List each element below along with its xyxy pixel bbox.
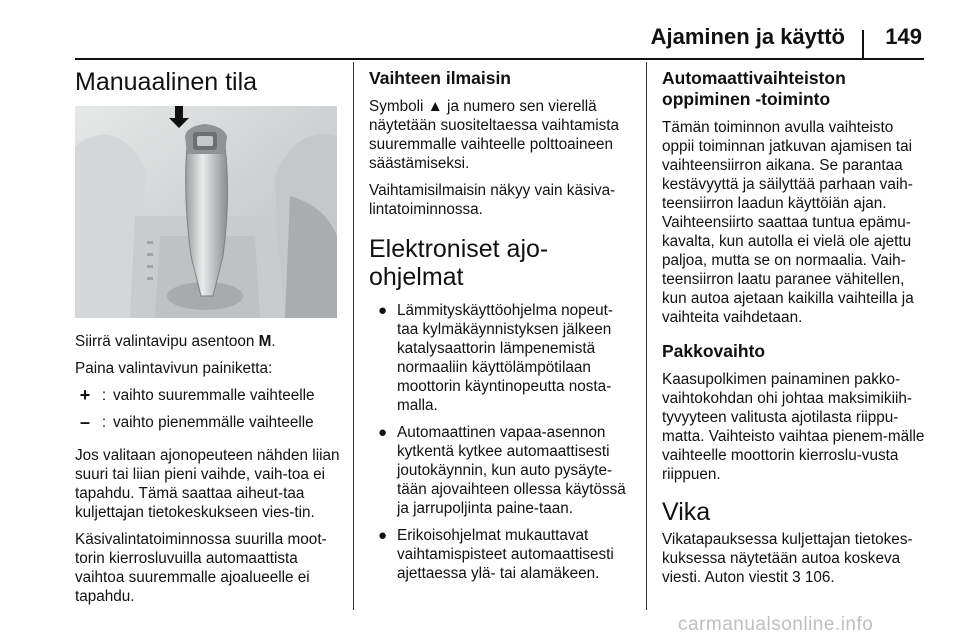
symbol-colon: : bbox=[101, 387, 107, 404]
list-item-text: Erikoisohjelmat mukauttavat vaihtamispisteet automaattisesti ajettaessa ylä- tai alamäkeen. bbox=[397, 527, 614, 582]
kickdown-paragraph: Kaasupolkimen painaminen pakko-vaihtokohdan ohi johtaa maksimikiih-tyvyyteen valitusta ajotilasta riippu-matta. Vaihteisto vaihtaa pienem-mälle vaihteelle moottorin kierroslu-vusta riippuen. bbox=[662, 371, 925, 483]
page-number: 149 bbox=[885, 24, 922, 49]
gear-selector-image bbox=[75, 106, 337, 318]
symbol-description: vaihto pienemmälle vaihteelle bbox=[113, 414, 314, 431]
symbol-row-minus bbox=[75, 413, 343, 432]
bullet-icon: ● bbox=[378, 302, 388, 319]
symbol-description: vaihto suuremmalle vaihteelle bbox=[113, 387, 315, 404]
list-item bbox=[369, 301, 634, 415]
page-reference-number[interactable]: 106. bbox=[800, 569, 835, 586]
header-divider bbox=[862, 30, 864, 60]
watermark: carmanualsonline.info bbox=[678, 614, 874, 635]
gear-indicator-paragraph-2: Vaihtamisilmaisin näkyy vain käsiva-lintatoiminnossa. bbox=[369, 182, 616, 218]
symbol-colon: : bbox=[101, 414, 107, 431]
symbol-row-plus bbox=[75, 386, 343, 405]
section-heading-kickdown: Pakkovaihto bbox=[662, 341, 766, 361]
instruction-paragraph-2: Paina valintavivun painiketta: bbox=[75, 360, 273, 377]
mode-letter: M bbox=[258, 333, 272, 350]
program-list bbox=[369, 301, 634, 583]
column-1 bbox=[75, 62, 343, 614]
list-item-text: Lämmityskäyttöohjelma nopeut-taa kylmäkäynnistyksen jälkeen katalysaattorin lämpenemistä normaaliin käyttölämpötilaan moottorin käyntinopeutta nosta-malla. bbox=[397, 302, 613, 414]
list-item bbox=[369, 526, 634, 583]
instruction-text: Siirrä valintavipu asentoon bbox=[75, 333, 259, 350]
section-heading-gear-indicator: Vaihteen ilmaisin bbox=[369, 68, 511, 88]
body-paragraph-3: Jos valitaan ajonopeuteen nähden liian suuri tai liian pieni vaihde, vaih-toa ei tapahdu. Tämä saattaa aiheut-taa kuljettajan tietokeskukseen vies-tin. bbox=[75, 447, 340, 521]
section-heading-electronic-programs: Elektroniset ajo-ohjelmat bbox=[369, 235, 549, 291]
page-header bbox=[0, 0, 960, 62]
fault-text: Vikatapauksessa kuljettajan tietokes-kuksessa näytetään autoa koskeva viesti. Auton viestit bbox=[662, 531, 913, 586]
plus-icon: + bbox=[79, 385, 91, 405]
list-item bbox=[369, 423, 634, 518]
list-item-text: Automaattinen vapaa-asennon kytkentä kytkee automaattisesti joutokäynnin, kun auto pysäyte-tään ajovaihteen ollessa käytössä ja jarrupoljinta paine-taan. bbox=[397, 424, 626, 517]
column-2 bbox=[369, 62, 634, 591]
chapter-title: Ajaminen ja käyttö bbox=[650, 24, 845, 49]
gear-selector-illustration bbox=[75, 106, 337, 318]
instruction-paragraph-1 bbox=[75, 332, 343, 351]
section-heading-manual-mode: Manuaalinen tila bbox=[75, 68, 258, 96]
instruction-end: . bbox=[271, 333, 276, 350]
column-3 bbox=[662, 62, 927, 595]
bullet-icon: ● bbox=[378, 424, 388, 441]
body-paragraph-4: Käsivalintatoiminnossa suurilla moot-torin kierrosluvuilla automaattista vaihtoa suuremmalle ajoalueelle ei tapahdu. bbox=[75, 531, 327, 605]
column-divider-1 bbox=[353, 62, 354, 610]
header-rule bbox=[75, 58, 924, 60]
column-divider-2 bbox=[646, 62, 647, 610]
minus-icon: – bbox=[79, 412, 90, 432]
page-reference-icon[interactable]: 3 bbox=[792, 569, 801, 586]
gear-indicator-paragraph-1: Symboli ▲ ja numero sen vierellä näytetään suositeltaessa vaihtamista suuremmalle vaihteelle polttoaineen säästämiseksi. bbox=[369, 98, 619, 172]
section-heading-fault: Vika bbox=[662, 498, 711, 526]
fault-paragraph bbox=[662, 530, 927, 587]
section-heading-learning: Automaattivaihteiston oppiminen -toiminto bbox=[662, 68, 846, 109]
bullet-icon: ● bbox=[378, 527, 388, 544]
learning-paragraph: Tämän toiminnon avulla vaihteisto oppii toiminnan jatkuvan ajamisen tai vaihteensiirron aikana. Se parantaa kestävyyttä ja säilyttää parhaan vaih-teensiirron laadun käyttöiän ajan. Vaihteensiirto saattaa tuntua epämu-kavalta, kun autolla ei vielä ole ajettu paljoa, mutta se on normaalia. Vaih-teensiirron laatu paranee vähitellen, kun autoa ajetaan kaikilla vaihteilla ja vaihteita vaihdetaan. bbox=[662, 119, 914, 326]
